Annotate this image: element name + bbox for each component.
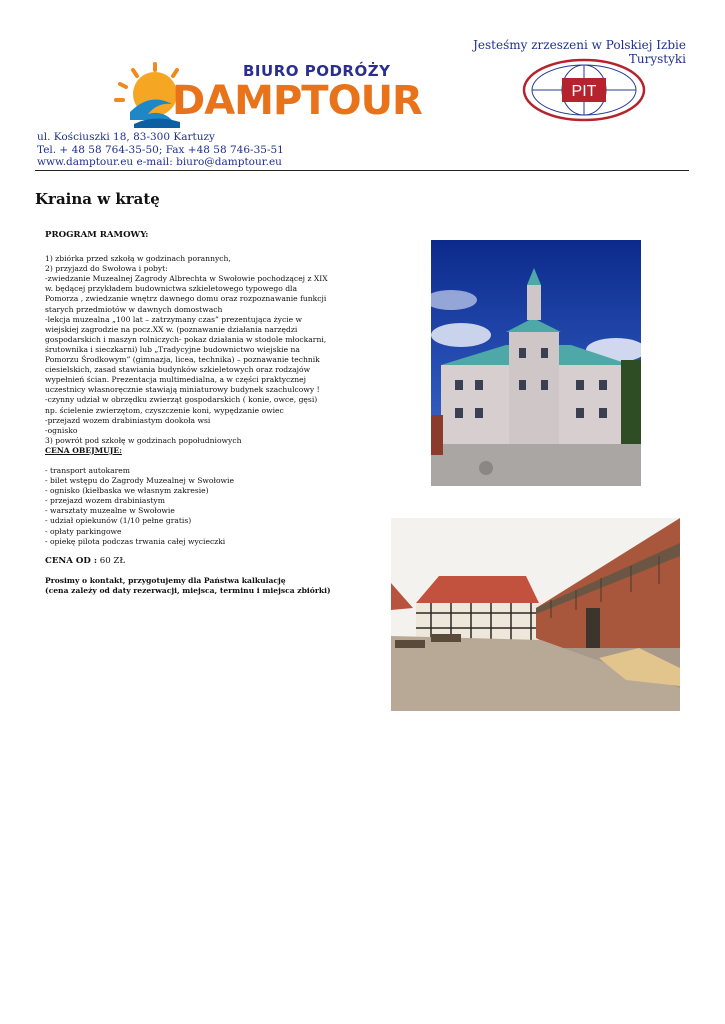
logo-wordmark: DAMPTOUR xyxy=(172,78,422,124)
address-line: ul. Kościuszki 18, 83-300 Kartuzy xyxy=(37,131,215,143)
program-body xyxy=(45,230,335,596)
svg-text:PIT: PIT xyxy=(571,83,597,100)
program-line: 2) przyjazd do Swołowa i pobyt: xyxy=(45,264,168,274)
contact-note-1: Prosimy o kontakt, przygotujemy dla Państwa kalkulację xyxy=(45,575,286,585)
program-line: śrutownika i sieczkarni) lub „Tradycyjne budownictwo wiejskie na xyxy=(45,344,300,354)
program-line: -czynny udział w obrzędku zwierząt gospodarskich ( konie, owce, gęsi) xyxy=(45,395,318,405)
program-line: Pomorzu Środkowym” (gimnazja, licea, technika) – poznawanie technik xyxy=(45,355,320,365)
program-line: -lekcja muzealna „100 lat – zatrzymany czas” prezentująca życie w xyxy=(45,314,303,324)
pit-logo xyxy=(522,58,646,122)
includes-item: - transport autokarem xyxy=(45,465,130,475)
includes-heading: CENA OBEJMUJE: xyxy=(45,445,122,455)
program-line: gospodarskich i maszyn rolniczych- pokaz działania w stodole młockarni, xyxy=(45,334,327,344)
includes-list xyxy=(45,466,335,547)
program-line: w. będącej przykładem budownictwa szkieletowego typowego dla xyxy=(45,284,298,294)
farmyard-photo xyxy=(391,518,680,711)
includes-item: - warsztaty muzealne w Swołowie xyxy=(45,506,175,516)
phone-fax-line: Tel. + 48 58 764-35-50; Fax +48 58 746-35-51 xyxy=(37,143,284,156)
includes-item: - przejazd wozem drabiniastym xyxy=(45,496,165,506)
price-line: CENA OD : 60 ZŁ xyxy=(45,555,126,566)
logo-subtitle: BIURO PODRÓŻY xyxy=(243,62,391,80)
contact-note-2: (cena zależy od daty rezerwacji, miejsca, terminu i miejsca zbiórki) xyxy=(45,585,331,595)
membership-tagline: Jesteśmy zrzeszeni w Polskiej Izbie Turystyki xyxy=(473,38,686,66)
program-line: 1) zbiórka przed szkołą w godzinach porannych, xyxy=(45,254,231,264)
program-list xyxy=(45,254,335,446)
includes-item: - bilet wstępu do Zagrody Muzealnej w Swołowie xyxy=(45,476,234,486)
program-heading: PROGRAM RAMOWY: xyxy=(45,230,149,240)
header-divider xyxy=(35,170,689,171)
web-email-line[interactable]: www.damptour.eu e-mail: biuro@damptour.eu xyxy=(37,156,282,168)
castle-photo xyxy=(431,240,641,486)
program-line: wypełnień ścian. Prezentacja multimedialna, a w części praktycznej xyxy=(45,375,307,385)
contact-block xyxy=(37,131,284,169)
includes-item: - udział opiekunów (1/10 pełne gratis) xyxy=(45,516,192,526)
program-line: starych przedmiotów w dawnych domostwach xyxy=(45,304,223,314)
page-title: Kraina w kratę xyxy=(35,190,160,208)
program-line: -przejazd wozem drabiniastym dookoła wsi xyxy=(45,415,211,425)
program-line: uczestnicy własnoręcznie stawiają miniaturowy budynek szachulcowy ! xyxy=(45,385,320,395)
program-line: -ognisko xyxy=(45,425,78,435)
program-line: -zwiedzanie Muzealnej Zagrody Albrechta w Swołowie pochodzącej z XIX xyxy=(45,274,328,284)
includes-item: - opłaty parkingowe xyxy=(45,526,122,536)
program-line: 3) powrót pod szkołę w godzinach popołudniowych xyxy=(45,435,242,445)
program-line: ciesielskich, zasad stawiania budynków szkieletowych oraz rodzajów xyxy=(45,365,311,375)
program-line: Pomorza , zwiedzanie wnętrz dawnego domu oraz rozpoznawanie funkcji xyxy=(45,294,327,304)
includes-item: - opiekę pilota podczas trwania całej wycieczki xyxy=(45,536,226,546)
damptour-logo xyxy=(100,62,422,130)
program-line: wiejskiej zagrodzie na pocz.XX w. (poznawanie działania narzędzi xyxy=(45,324,298,334)
includes-item: - ognisko (kiełbaska we własnym zakresie) xyxy=(45,486,209,496)
price-value: 60 ZŁ xyxy=(97,555,126,566)
program-line: np. ścielenie zwierzętom, czyszczenie koni, wypędzanie owiec xyxy=(45,405,284,415)
